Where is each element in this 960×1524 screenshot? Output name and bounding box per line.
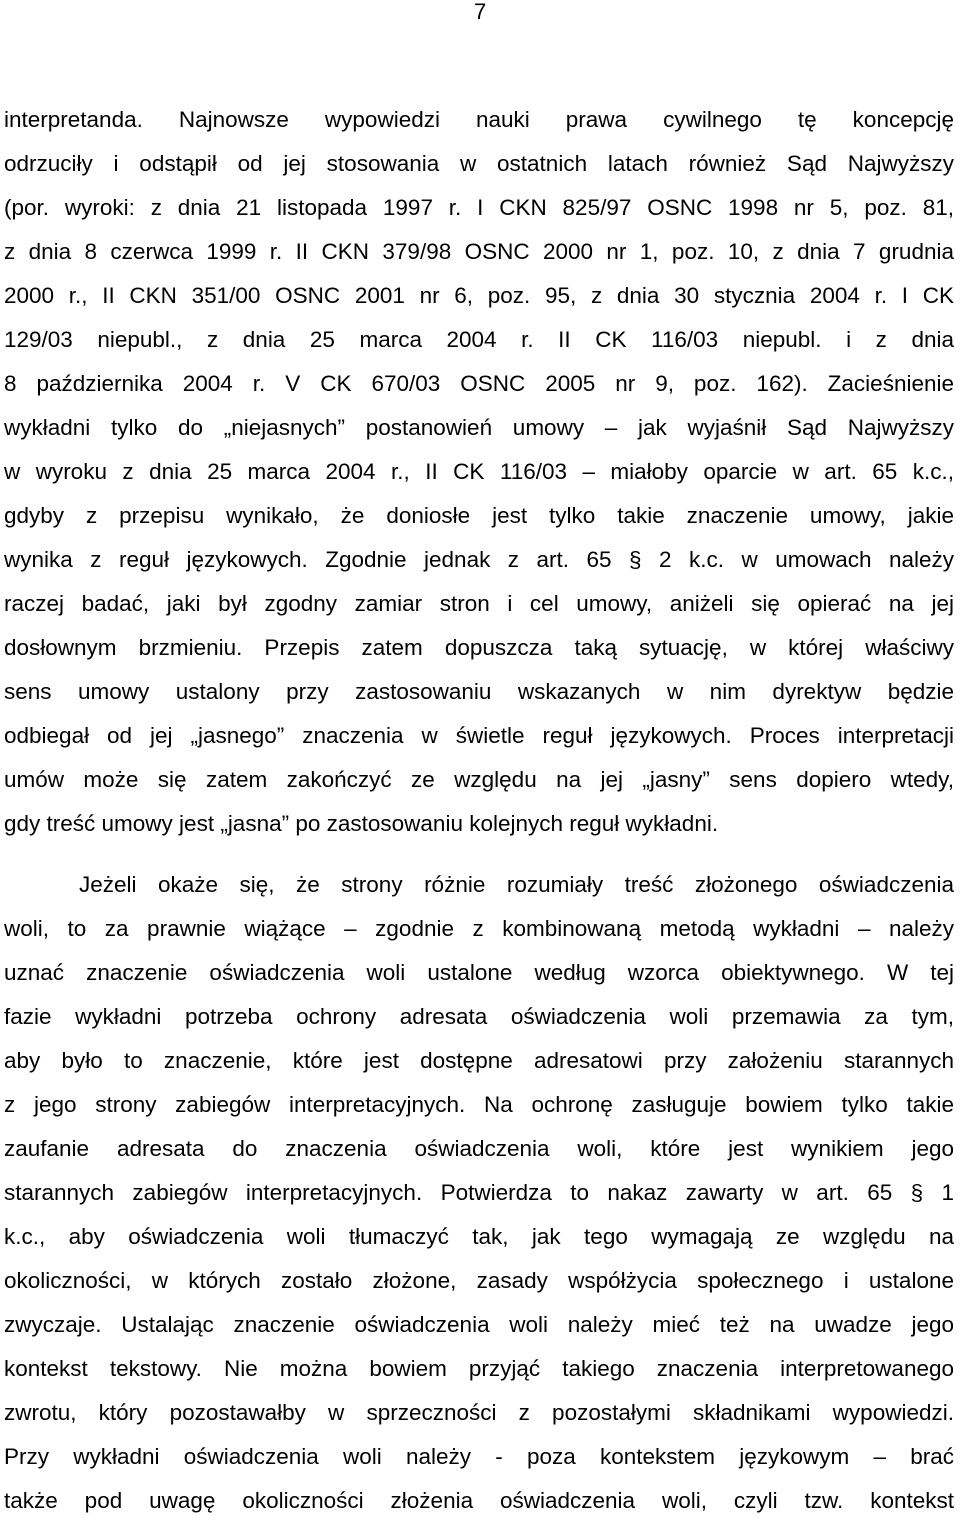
paragraph-2: [4, 863, 954, 1523]
paragraph-line: 129/03 niepubl., z dnia 25 marca 2004 r. II CK 116/03 niepubl. i z dnia: [4, 327, 954, 352]
paragraph-line: odrzuciły i odstąpił od jej stosowania w ostatnich latach również Sąd Najwyższy: [4, 151, 954, 176]
paragraph-line: sens umowy ustalony przy zastosowaniu wskazanych w nim dyrektyw będzie: [4, 679, 954, 704]
paragraph-line: okoliczności, w których zostało złożone, zasady współżycia społecznego i ustalone: [4, 1268, 954, 1293]
paragraph-line: z jego strony zabiegów interpretacyjnych. Na ochronę zasługuje bowiem tylko takie: [4, 1092, 954, 1117]
paragraph-line: w wyroku z dnia 25 marca 2004 r., II CK 116/03 – miałoby oparcie w art. 65 k.c.,: [4, 459, 954, 484]
paragraph-line: wynika z reguł językowych. Zgodnie jednak z art. 65 § 2 k.c. w umowach należy: [4, 547, 954, 572]
paragraph-line: starannych zabiegów interpretacyjnych. Potwierdza to nakaz zawarty w art. 65 § 1: [4, 1180, 954, 1205]
paragraph-line: fazie wykładni potrzeba ochrony adresata oświadczenia woli przemawia za tym,: [4, 1004, 954, 1029]
paragraph-line: także pod uwagę okoliczności złożenia oświadczenia woli, czyli tzw. kontekst: [4, 1488, 954, 1513]
paragraph-line: aby było to znaczenie, które jest dostępne adresatowi przy założeniu starannych: [4, 1048, 954, 1073]
paragraph-line: z dnia 8 czerwca 1999 r. II CKN 379/98 OSNC 2000 nr 1, poz. 10, z dnia 7 grudnia: [4, 239, 954, 264]
paragraph-line: interpretanda. Najnowsze wypowiedzi nauki prawa cywilnego tę koncepcję: [4, 107, 954, 132]
paragraph-line: kontekst tekstowy. Nie można bowiem przyjąć takiego znaczenia interpretowanego: [4, 1356, 954, 1381]
paragraph-line: gdyby z przepisu wynikało, że doniosłe jest tylko takie znaczenie umowy, jakie: [4, 503, 954, 528]
paragraph-line: zwrotu, który pozostawałby w sprzeczności z pozostałymi składnikami wypowiedzi.: [4, 1400, 954, 1425]
paragraph-line: k.c., aby oświadczenia woli tłumaczyć tak, jak tego wymagają ze względu na: [4, 1224, 954, 1249]
paragraph-line: gdy treść umowy jest „jasna” po zastosowaniu kolejnych reguł wykładni.: [4, 811, 719, 836]
paragraph-line: Jeżeli okaże się, że strony różnie rozumiały treść złożonego oświadczenia: [79, 872, 954, 897]
paragraph-line: zaufanie adresata do znaczenia oświadczenia woli, które jest wynikiem jego: [4, 1136, 954, 1161]
paragraph-line: 2000 r., II CKN 351/00 OSNC 2001 nr 6, poz. 95, z dnia 30 stycznia 2004 r. I CK: [4, 283, 954, 308]
paragraph-line: uznać znaczenie oświadczenia woli ustalone według wzorca obiektywnego. W tej: [4, 960, 954, 985]
paragraph-1: [4, 98, 954, 846]
paragraph-line: wykładni tylko do „niejasnych” postanowień umowy – jak wyjaśnił Sąd Najwyższy: [4, 415, 954, 440]
paragraph-line: odbiegał od jej „jasnego” znaczenia w świetle reguł językowych. Proces interpretacji: [4, 723, 954, 748]
paragraph-line: zwyczaje. Ustalając znaczenie oświadczenia woli należy mieć też na uwadze jego: [4, 1312, 954, 1337]
paragraph-line: umów może się zatem zakończyć ze względu na jej „jasny” sens dopiero wtedy,: [4, 767, 954, 792]
paragraph-line: Przy wykładni oświadczenia woli należy - poza kontekstem językowym – brać: [4, 1444, 954, 1469]
paragraph-line: raczej badać, jaki był zgodny zamiar stron i cel umowy, aniżeli się opierać na jej: [4, 591, 954, 616]
page-number: 7: [474, 0, 487, 24]
paragraph-line: dosłownym brzmieniu. Przepis zatem dopuszcza taką sytuację, w której właściwy: [4, 635, 954, 660]
paragraph-line: (por. wyroki: z dnia 21 listopada 1997 r. I CKN 825/97 OSNC 1998 nr 5, poz. 81,: [4, 195, 954, 220]
paragraph-line: 8 października 2004 r. V CK 670/03 OSNC 2005 nr 9, poz. 162). Zacieśnienie: [4, 371, 954, 396]
paragraph-line: woli, to za prawnie wiążące – zgodnie z kombinowaną metodą wykładni – należy: [4, 916, 954, 941]
